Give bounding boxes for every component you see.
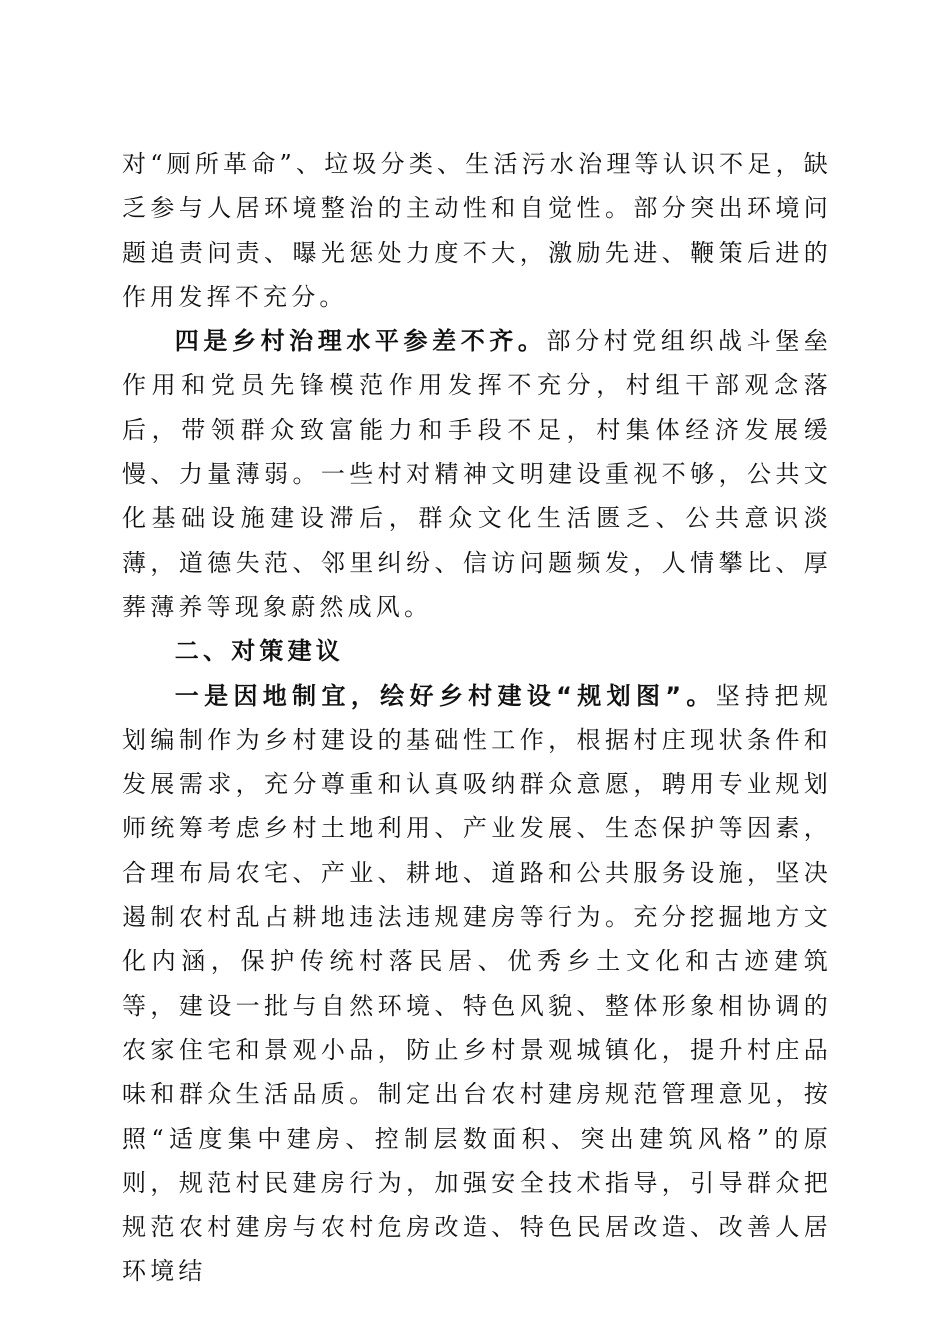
paragraph-lead: 一是因地制宜，绘好乡村建设“规划图”。: [174, 681, 716, 710]
paragraph-rural-governance: [122, 319, 832, 629]
paragraph-planning: [122, 674, 832, 1294]
paragraph-continuation: 对“厕所革命”、垃圾分类、生活污水治理等认识不足，缺乏参与人居环境整治的主动性和自觉性。部分突出环境问题追责问责、曝光惩处力度不大，激励先进、鞭策后进的作用发挥不充分。: [122, 150, 832, 311]
paragraph-text: 部分村党组织战斗堡垒作用和党员先锋模范作用发挥不充分，村组干部观念落后，带领群众致富能力和手段不足，村集体经济发展缓慢、力量薄弱。一些村对精神文明建设重视不够，公共文化基础设施建设滞后，群众文化生活匮乏、公共意识淡薄，道德失范、邻里纠纷、信访问题频发，人情攀比、厚葬薄养等现象蔚然成风。: [122, 327, 832, 621]
section-heading: 二、对策建议: [174, 637, 344, 666]
document-body: [122, 142, 832, 1294]
paragraph-text: 坚持把规划编制作为乡村建设的基础性工作，根据村庄现状条件和发展需求，充分尊重和认真吸纳群众意愿，聘用专业规划师统筹考虑乡村土地利用、产业发展、生态保护等因素，合理布局农宅、产业、耕地、道路和公共服务设施，坚决遏制农村乱占耕地违法违规建房等行为。充分挖掘地方文化内涵，保护传统村落民居、优秀乡土文化和古迹建筑等，建设一批与自然环境、特色风貌、整体形象相协调的农家住宅和景观小品，防止乡村景观城镇化，提升村庄品味和群众生活品质。制定出台农村建房规范管理意见，按照“适度集中建房、控制层数面积、突出建筑风格”的原则，规范村民建房行为，加强安全技术指导，引导群众把规范农村建房与农村危房改造、特色民居改造、改善人居环境结: [122, 681, 832, 1286]
paragraph-lead: 四是乡村治理水平参差不齐。: [174, 327, 547, 356]
